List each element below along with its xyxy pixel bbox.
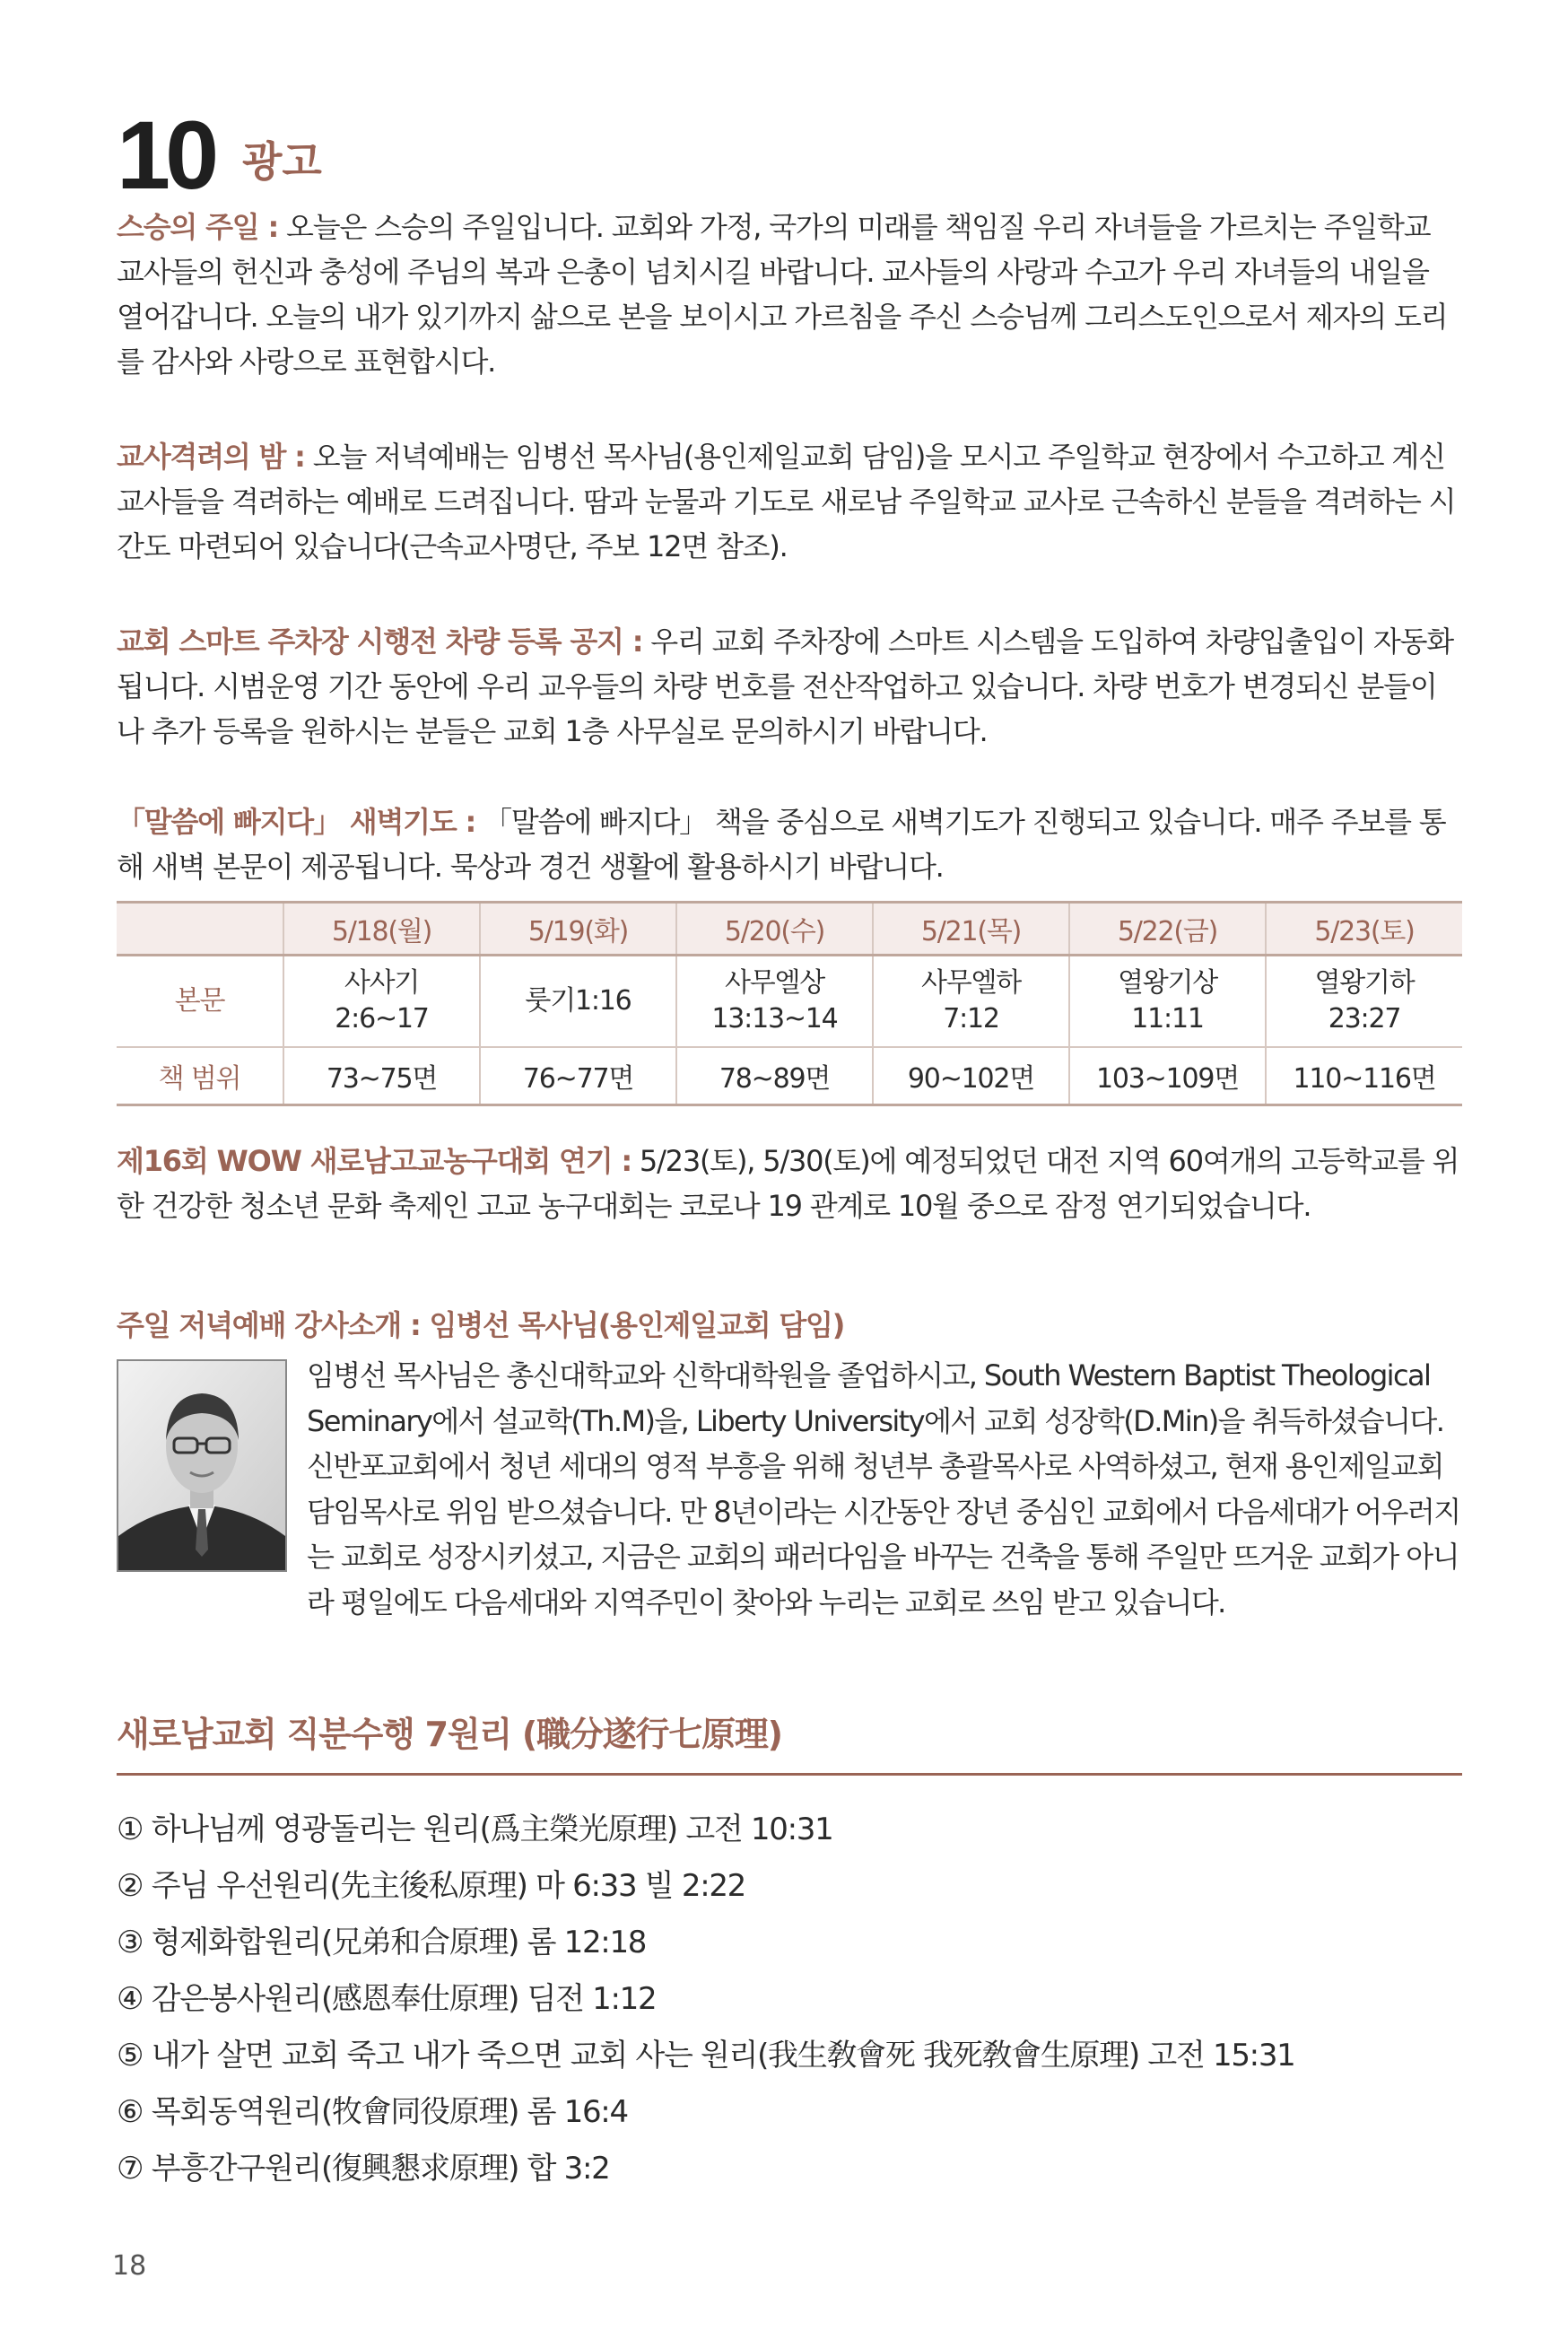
row-header: 책 범위 [117, 1047, 283, 1105]
notice-label: 「말씀에 빠지다」 새벽기도 : [117, 805, 476, 839]
date-header: 5/23(토) [1266, 903, 1462, 956]
section-number: 10 [117, 100, 214, 209]
notice-teachers-day [117, 205, 1462, 384]
notice-text: 5/23(토), 5/30(토)에 예정되었던 대전 지역 60여개의 고등학교를 위한 건강한 청소년 문화 축제인 고교 농구대회는 코로나 19 관계로 10월 중으로 잠정 연기되었습니다. [117, 1144, 1459, 1223]
cell-line: 23:27 [1328, 1003, 1401, 1035]
list-item: ② 주님 우선원리(先主後私原理) 마 6:33 빌 2:22 [117, 1868, 746, 1904]
date-header: 5/19(화) [480, 903, 676, 956]
date-header: 5/18(월) [283, 903, 480, 956]
table-cell [1069, 956, 1266, 1048]
list-item: ⑦ 부흥간구원리(復興懇求原理) 합 3:2 [117, 2151, 610, 2187]
notice-smart-parking [117, 619, 1462, 754]
list-item: ⑤ 내가 살면 교회 죽고 내가 죽으면 교회 사는 원리(我生敎會死 我死敎會生原理) 고전 15:31 [117, 2038, 1295, 2073]
dawn-prayer-schedule-table [117, 901, 1462, 1106]
notice-basketball-postponed [117, 1139, 1462, 1228]
cell-line: 사사기 [344, 967, 420, 999]
cell-line: 열왕기하 [1314, 967, 1415, 999]
notice-text: 「말씀에 빠지다」 책을 중심으로 새벽기도가 진행되고 있습니다. 매주 주보를 통해 새벽 본문이 제공됩니다. 묵상과 경건 생활에 활용하시기 바랍니다. [117, 805, 1446, 884]
speaker-photo [117, 1359, 287, 1572]
table-cell: 103~109면 [1069, 1047, 1266, 1105]
table-cell [480, 956, 676, 1048]
notice-text: 오늘은 스승의 주일입니다. 교회와 가정, 국가의 미래를 책임질 우리 자녀들을 가르치는 주일학교 교사들의 헌신과 충성에 주님의 복과 은총이 넘치시길 바랍니다. 교사들의 사랑과 수고가 우리 자녀들의 내일을 열어갑니다. 오늘의 내가 있기까지 삶으로 본을 보이시고 가르침을 주신 스승님께 그리스도인으로서 제자의 도리를 감사와 사랑으로 표현합시다. [117, 210, 1448, 379]
table-row [117, 956, 1462, 1048]
list-item: ⑥ 목회동역원리(牧會同役原理) 롬 16:4 [117, 2094, 628, 2130]
cell-line: 룻기1:16 [525, 985, 632, 1017]
row-header: 본문 [117, 956, 283, 1048]
section-title: 광고 [242, 137, 322, 186]
notice-text: 오늘 저녁예배는 임병선 목사님(용인제일교회 담임)을 모시고 주일학교 현장에서 수고하고 계신 교사들을 격려하는 예배로 드려집니다. 땀과 눈물과 기도로 새로남 주일학교 교사로 근속하신 분들을 격려하는 시간도 마련되어 있습니다(근속교사명단, 주보 12면 참조). [117, 440, 1456, 563]
speaker-bio: 임병선 목사님은 총신대학교와 신학대학원을 졸업하시고, South Western Baptist Theological Seminary에서 설교학(Th.M)을, Liberty University에서 교회 성장학(D.Min)을 취득하셨습니다. 신반포교회에서 청년 세대의 영적 부흥을 위해 청년부 총괄목사로 사역하셨고, 현재 용인제일교회 담임목사로 위임 받으셨습니다. 만 8년이라는 시간동안 장년 중심인 교회에서 다음세대가 어우러지는 교회로 성장시키셨고, 지금은 교회의 패러다임을 바꾸는 건축을 통해 주일만 뜨거운 교회가 아니라 평일에도 다음세대와 지역주민이 찾아와 누리는 교회로 쓰임 받고 있습니다. [307, 1358, 1460, 1619]
page-number: 18 [112, 2250, 147, 2282]
principles-title: 새로남교회 직분수행 7원리 (職分遂行七原理) [117, 1715, 782, 1754]
table-corner-cell [117, 903, 283, 956]
notice-teacher-encouragement [117, 434, 1462, 569]
list-item: ④ 감은봉사원리(感恩奉仕原理) 딤전 1:12 [117, 1981, 657, 2017]
cell-line: 열왕기상 [1117, 967, 1218, 999]
list-item: ③ 형제화합원리(兄弟和合原理) 롬 12:18 [117, 1925, 647, 1960]
date-header: 5/22(금) [1069, 903, 1266, 956]
speaker-intro-title: 주일 저녁예배 강사소개 : 임병선 목사님(용인제일교회 담임) [117, 1308, 845, 1342]
notice-dawn-prayer [117, 799, 1462, 889]
principles-list [117, 1802, 1295, 2197]
notice-label: 교회 스마트 주차장 시행전 차량 등록 공지 : [117, 624, 643, 659]
table-cell [873, 956, 1069, 1048]
table-cell: 110~116면 [1266, 1047, 1462, 1105]
notice-label: 제16회 WOW 새로남고교농구대회 연기 : [117, 1144, 632, 1178]
date-header: 5/21(목) [873, 903, 1069, 956]
table-cell [676, 956, 873, 1048]
cell-line: 2:6~17 [335, 1003, 429, 1035]
cell-line: 사무엘상 [724, 967, 825, 999]
notice-label: 교사격려의 밤 : [117, 440, 305, 474]
table-cell [1266, 956, 1462, 1048]
cell-line: 7:12 [943, 1003, 999, 1035]
section-divider [117, 1773, 1462, 1776]
table-cell [283, 956, 480, 1048]
table-cell: 78~89면 [676, 1047, 873, 1105]
notice-text: 우리 교회 주차장에 스마트 시스템을 도입하여 차량입출입이 자동화됩니다. 시범운영 기간 동안에 우리 교우들의 차량 번호를 전산작업하고 있습니다. 차량 번호가 변경되신 분들이나 추가 등록을 원하시는 분들은 교회 1층 사무실로 문의하시기 바랍니다. [117, 624, 1454, 748]
cell-line: 사무엘하 [920, 967, 1022, 999]
table-cell: 90~102면 [873, 1047, 1069, 1105]
cell-line: 13:13~14 [711, 1003, 838, 1035]
table-cell: 73~75면 [283, 1047, 480, 1105]
notice-label: 스승의 주일 : [117, 210, 279, 244]
date-header: 5/20(수) [676, 903, 873, 956]
table-row [117, 1047, 1462, 1105]
table-cell: 76~77면 [480, 1047, 676, 1105]
table-header-row [117, 903, 1462, 956]
list-item: ① 하나님께 영광돌리는 원리(爲主榮光原理) 고전 10:31 [117, 1812, 833, 1847]
cell-line: 11:11 [1131, 1003, 1204, 1035]
